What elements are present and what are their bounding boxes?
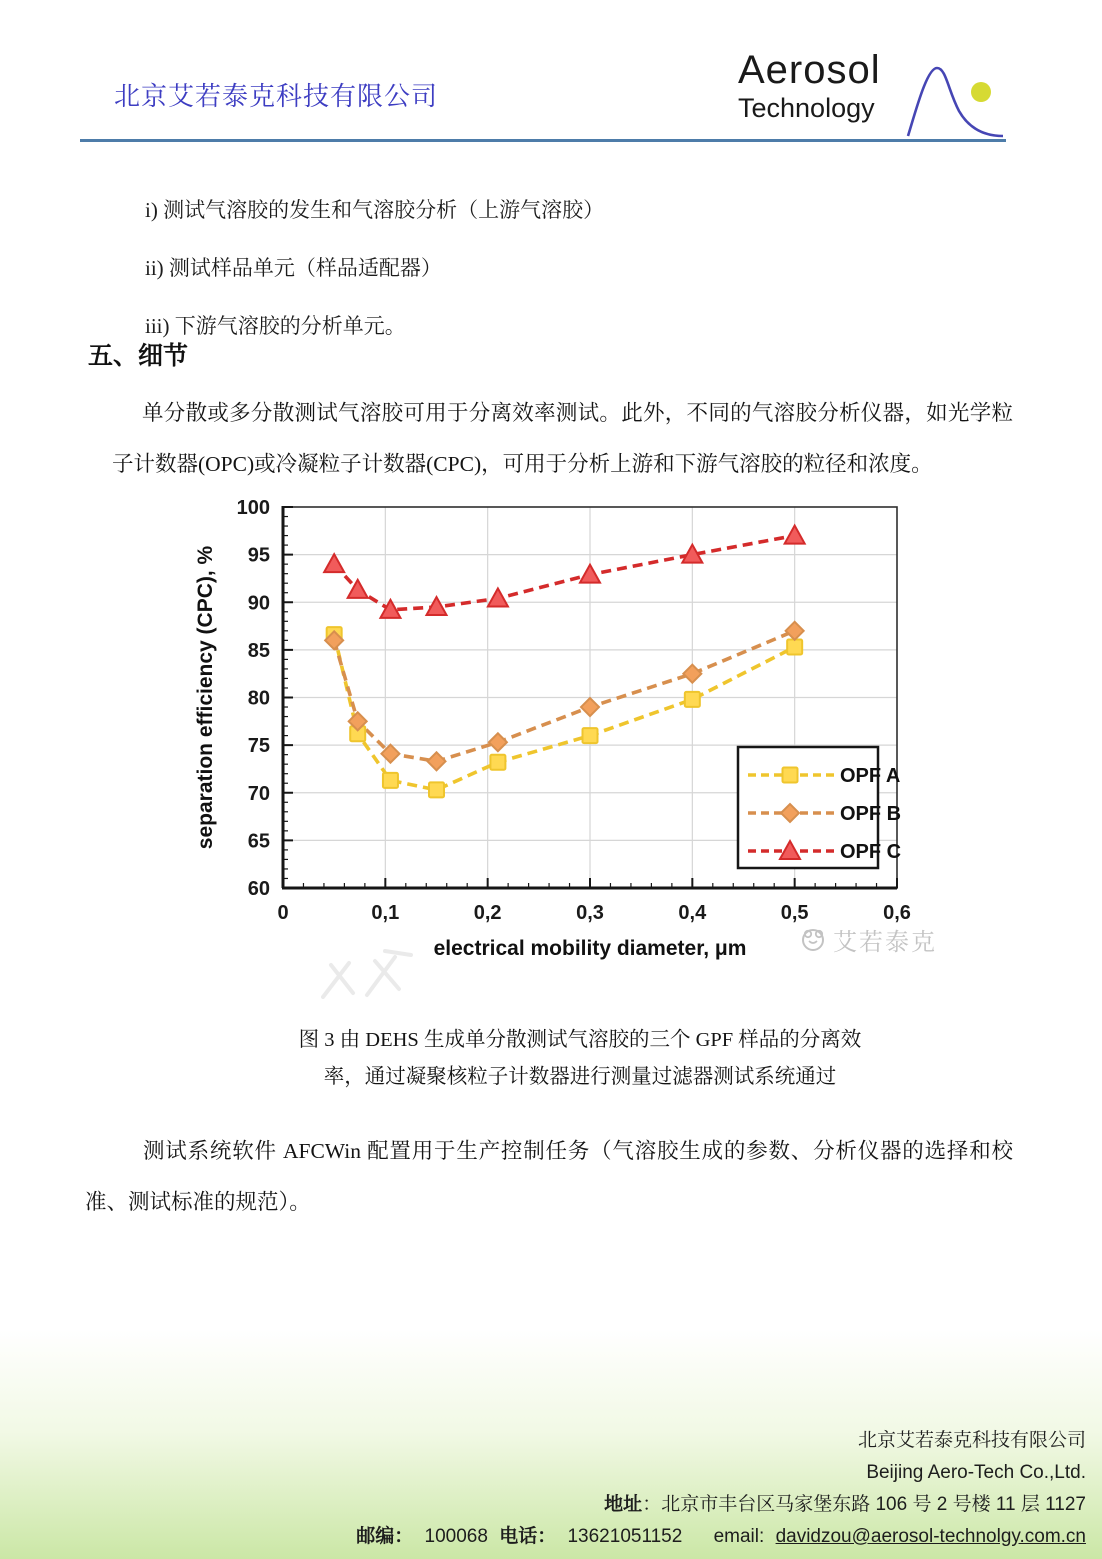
svg-text:OPF A: OPF A [840, 765, 901, 787]
svg-text:0,5: 0,5 [780, 902, 809, 924]
paragraph-2: 测试系统软件 AFCWin 配置用于生产控制任务（气溶胶生成的参数、分析仪器的选择和校准、测试标准的规范）。 [85, 1139, 1013, 1214]
svg-text:85: 85 [247, 639, 270, 662]
footer-phone-label: 电话： [499, 1526, 557, 1547]
svg-text:0,6: 0,6 [883, 902, 911, 924]
logo-dot-icon [971, 82, 991, 102]
svg-text:90: 90 [247, 592, 270, 615]
svg-text:100: 100 [236, 497, 270, 519]
svg-text:OPF C: OPF C [840, 841, 902, 863]
logo-word-technology: Technology [738, 93, 875, 123]
footer-address [350, 1489, 1086, 1521]
svg-text:0: 0 [277, 902, 289, 924]
watermark [800, 922, 937, 957]
logo-text [738, 48, 881, 124]
header-divider [80, 139, 1006, 142]
footer-contact-line [350, 1521, 1086, 1553]
footer-address-value: ：北京市丰台区马家堡东路 106 号 2 号楼 11 层 1127 [642, 1494, 1086, 1515]
footer-email-label: email: [713, 1526, 765, 1547]
footer-company-cn: 北京艾若泰克科技有限公司 [857, 1430, 1086, 1451]
footer-company-en: Beijing Aero-Tech Co.,Ltd. [866, 1462, 1086, 1483]
svg-text:95: 95 [247, 544, 270, 567]
lognormal-curve-icon [903, 48, 1008, 140]
footer-phone-value: 13621051152 [567, 1526, 683, 1547]
svg-text:electrical mobility diameter,: electrical mobility diameter, μm [433, 937, 747, 960]
footer-email-link[interactable]: davidzou@aerosol-technolgy.com.cn [775, 1526, 1086, 1547]
watermark-text: 艾若泰克 [833, 929, 937, 956]
figure-caption-line1: 图 3 由 DEHS 生成单分散测试气溶胶的三个 GPF 样品的分离效 [298, 1029, 862, 1051]
svg-text:separation efficiency (CPC), %: separation efficiency (CPC), % [194, 545, 217, 850]
svg-text:80: 80 [247, 687, 270, 710]
aerosol-technology-logo [738, 48, 1008, 140]
section-heading: 五、细节 [88, 342, 189, 370]
logo-word-aerosol: Aerosol [738, 48, 881, 92]
list-item-ii: ii) 测试样品单元（样品适配器） [145, 256, 442, 280]
list-item-iii: iii) 下游气溶胶的分析单元。 [145, 314, 406, 338]
figure-caption [230, 1022, 930, 1096]
footer-address-label: 地址 [604, 1494, 643, 1515]
svg-text:0,4: 0,4 [678, 902, 707, 924]
footer-zip-label: 邮编： [356, 1526, 414, 1547]
svg-text:0,1: 0,1 [371, 902, 400, 924]
footer [0, 1330, 1102, 1559]
paragraph-1: 单分散或多分散测试气溶胶可用于分离效率测试。此外，不同的气溶胶分析仪器，如光学粒子计数器(OPC)或冷凝粒子计数器(CPC)，可用于分析上游和下游气溶胶的粒径和浓度。 [112, 401, 1013, 476]
header-company-name: 北京艾若泰克科技有限公司 [114, 82, 439, 111]
svg-text:0,3: 0,3 [576, 902, 604, 924]
footer-text-block [350, 1425, 1086, 1553]
separation-efficiency-chart [190, 495, 930, 975]
watermark-logo-icon [800, 926, 827, 953]
svg-text:60: 60 [247, 878, 270, 900]
svg-text:70: 70 [247, 782, 270, 805]
watermark-fragment [315, 945, 425, 1007]
svg-text:0,2: 0,2 [473, 902, 502, 924]
svg-text:75: 75 [247, 735, 270, 758]
svg-text:OPF B: OPF B [840, 803, 902, 825]
svg-text:65: 65 [247, 830, 270, 853]
list-item-i: i) 测试气溶胶的发生和气溶胶分析（上游气溶胶） [145, 198, 605, 222]
footer-zip-value: 100068 [424, 1526, 488, 1547]
figure-caption-line2: 率，通过凝聚核粒子计数器进行测量过滤器测试系统通过 [323, 1066, 837, 1088]
